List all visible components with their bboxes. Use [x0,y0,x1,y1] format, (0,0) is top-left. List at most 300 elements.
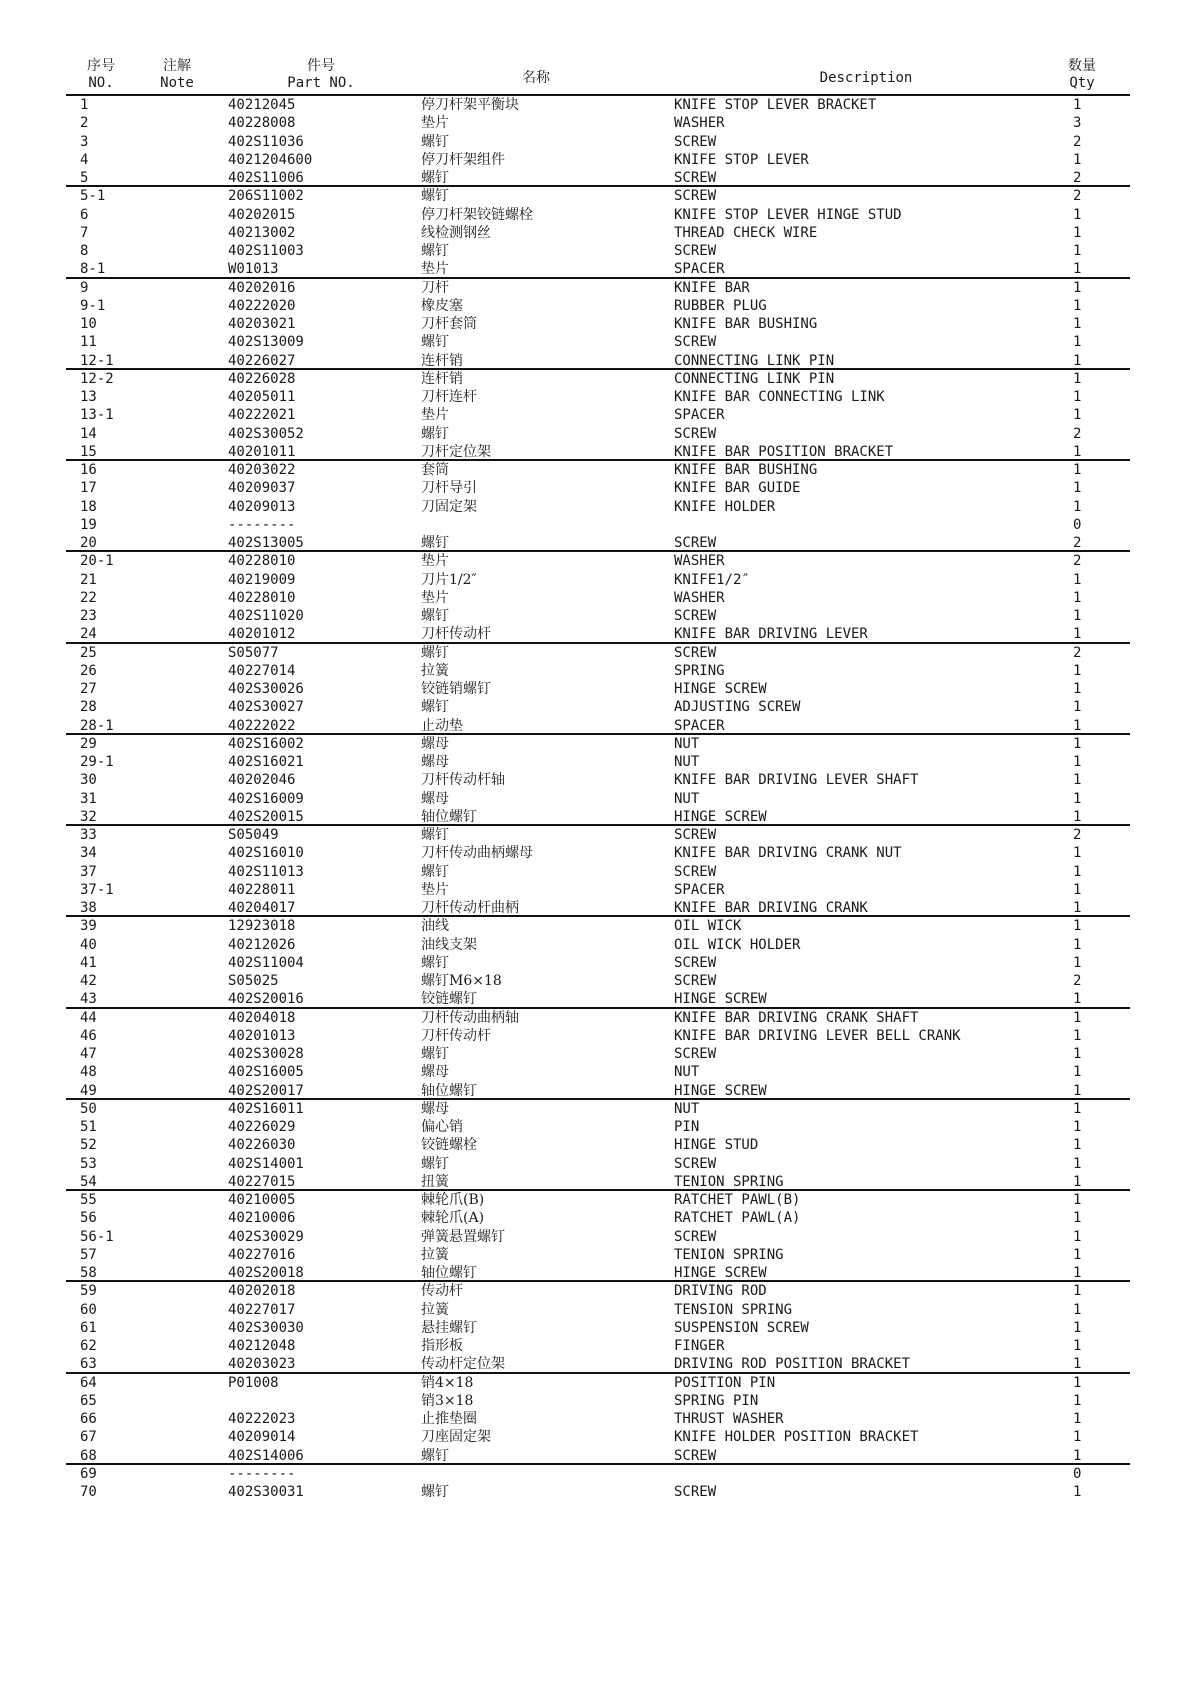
cell-desc: WASHER [674,553,725,570]
cell-name: 停刀杆架铰链螺栓 [421,206,533,223]
cell-desc: KNIFE BAR [674,279,750,296]
cell-no: 30 [80,772,97,789]
cell-desc: SCREW [674,827,717,843]
header-part-cn: 件号 [307,58,335,74]
cell-name: 停刀杆架平衡块 [421,97,519,113]
cell-no: 66 [80,1411,97,1427]
cell-desc: KNIFE BAR DRIVING CRANK NUT [674,845,902,862]
cell-no: 7 [80,224,89,241]
cell-qty: 1 [1073,462,1082,478]
cell-part: 40209014 [228,1429,296,1446]
cell-desc: KNIFE HOLDER [674,498,776,515]
cell-part: 402S11003 [228,243,304,259]
cell-part: 12923018 [228,918,296,935]
cell-name: 螺钉 [421,827,449,843]
cell-qty: 1 [1073,480,1082,497]
cell-desc: SPACER [674,881,725,898]
table-row [66,279,1130,297]
cell-name: 螺钉 [421,243,449,259]
cell-name: 悬挂螺钉 [421,1319,477,1336]
cell-desc: KNIFE BAR BUSHING [674,316,818,332]
table-row [66,1228,1130,1246]
table-row [66,1447,1130,1465]
table-row [66,753,1130,771]
cell-name: 刀杆传动杆 [421,1027,491,1044]
cell-qty: 1 [1073,1173,1082,1190]
table-row [66,607,1130,625]
cell-qty: 1 [1073,1100,1082,1117]
cell-desc: SCREW [674,608,717,624]
cell-desc: WASHER [674,115,725,132]
table-row [66,808,1130,826]
cell-desc: KNIFE BAR POSITION BRACKET [674,443,894,460]
cell-part: 402S16010 [228,845,304,862]
cell-name: 螺钉 [421,1447,449,1464]
cell-desc: RATCHET PAWL(B) [674,1192,801,1208]
cell-desc: SPRING [674,662,725,679]
cell-qty: 1 [1073,1484,1082,1500]
cell-desc: NUT [674,1100,700,1117]
cell-part: 40203021 [228,316,296,332]
cell-name: 螺母 [421,754,449,770]
cell-qty: 1 [1073,389,1082,405]
cell-qty: 1 [1073,1082,1082,1099]
cell-part: 40201011 [228,443,296,460]
cell-qty: 1 [1073,407,1082,424]
table-row [66,352,1130,370]
cell-name: 刀杆传动曲柄轴 [421,1009,519,1026]
cell-desc: SCREW [674,1046,717,1062]
cell-no: 22 [80,589,97,606]
cell-desc: SCREW [674,954,717,971]
cell-name: 拉簧 [421,1246,449,1263]
cell-no: 28-1 [80,717,114,734]
header-qty [1052,58,1112,94]
cell-desc: KNIFE STOP LEVER [674,151,809,168]
cell-no: 4 [80,151,89,168]
cell-no: 9 [80,279,89,296]
cell-desc: CONNECTING LINK PIN [674,370,835,387]
cell-no: 67 [80,1429,97,1446]
cell-qty: 1 [1073,1392,1082,1409]
cell-qty: 1 [1073,790,1082,807]
cell-qty: 2 [1073,644,1082,661]
cell-name: 螺钉 [421,644,449,661]
header-desc [806,60,926,96]
cell-qty: 2 [1073,170,1082,186]
cell-no: 52 [80,1137,97,1154]
cell-qty: 1 [1073,1265,1082,1281]
table-row [66,96,1130,114]
cell-no: 12-1 [80,352,114,369]
cell-part: 40227017 [228,1301,296,1318]
cell-qty: 1 [1073,334,1082,351]
cell-part: 40226027 [228,352,296,369]
table-row [66,1392,1130,1410]
cell-name: 指形板 [421,1338,463,1354]
table-row [66,917,1130,935]
cell-qty: 1 [1073,1283,1082,1300]
table-row [66,1155,1130,1173]
table-row [66,516,1130,534]
cell-qty: 1 [1073,316,1082,332]
table-row [66,625,1130,643]
table-row [66,1136,1130,1154]
cell-desc: KNIFE BAR DRIVING CRANK [674,900,868,916]
cell-name: 垫片 [421,115,449,132]
table-row [66,1118,1130,1136]
cell-name: 螺钉 [421,535,449,551]
cell-part: 40210005 [228,1192,296,1208]
cell-part: 402S20015 [228,808,304,825]
cell-qty: 1 [1073,443,1082,460]
cell-no: 40 [80,936,97,953]
cell-part: 402S20016 [228,991,304,1008]
cell-qty: 1 [1073,772,1082,789]
cell-name: 螺钉 [421,699,449,716]
table-row [66,1209,1130,1227]
cell-no: 57 [80,1246,97,1263]
cell-desc: NUT [674,790,700,807]
cell-no: 21 [80,571,97,588]
table-row [66,443,1130,461]
cell-no: 5 [80,170,89,186]
cell-part: 402S11006 [228,170,304,186]
cell-part: 402S14006 [228,1447,304,1464]
cell-part: 40222020 [228,297,296,314]
table-row [66,224,1130,242]
cell-desc: FINGER [674,1338,725,1354]
cell-qty: 1 [1073,1027,1082,1044]
table-row [66,1337,1130,1355]
cell-part: 40210006 [228,1210,296,1227]
cell-part: 40222022 [228,717,296,734]
cell-qty: 1 [1073,954,1082,971]
cell-qty: 1 [1073,735,1082,752]
cell-name: 棘轮爪(A) [421,1210,485,1227]
cell-no: 62 [80,1338,97,1354]
cell-name: 螺母 [421,790,449,807]
cell-desc: OIL WICK HOLDER [674,936,801,953]
cell-no: 23 [80,608,97,624]
cell-no: 50 [80,1100,97,1117]
cell-desc: ADJUSTING SCREW [674,699,801,716]
table-row [66,242,1130,260]
cell-name: 铰链销螺钉 [421,681,491,697]
cell-qty: 0 [1073,1465,1082,1482]
cell-no: 28 [80,699,97,716]
cell-part: 402S30027 [228,699,304,716]
cell-name: 弹簧悬置螺钉 [421,1228,505,1245]
cell-qty: 1 [1073,1210,1082,1227]
cell-qty: 1 [1073,1411,1082,1427]
cell-desc: KNIFE BAR GUIDE [674,480,801,497]
cell-desc: KNIFE BAR CONNECTING LINK [674,389,885,405]
cell-part: 40204017 [228,900,296,916]
cell-no: 20-1 [80,553,114,570]
table-row [66,1100,1130,1118]
cell-qty: 1 [1073,1356,1082,1373]
table-row [66,388,1130,406]
cell-part: 402S13009 [228,334,304,351]
cell-no: 12-2 [80,370,114,387]
cell-no: 65 [80,1392,97,1409]
cell-name: 拉簧 [421,662,449,679]
cell-qty: 1 [1073,754,1082,770]
cell-qty: 1 [1073,1246,1082,1263]
cell-part: 40228010 [228,589,296,606]
cell-desc: SCREW [674,973,717,989]
header-note-cn: 注解 [163,58,191,74]
cell-part: 402S16009 [228,790,304,807]
cell-qty: 1 [1073,1192,1082,1208]
cell-no: 31 [80,790,97,807]
cell-qty: 1 [1073,699,1082,716]
cell-no: 34 [80,845,97,862]
cell-part: 402S14001 [228,1155,304,1172]
cell-part: 402S30052 [228,425,304,442]
cell-part: 40202015 [228,206,296,223]
cell-no: 8 [80,243,89,259]
table-row [66,698,1130,716]
cell-part: 40204018 [228,1009,296,1026]
cell-qty: 1 [1073,717,1082,734]
table-row [66,972,1130,990]
cell-qty: 2 [1073,973,1082,989]
cell-part: 402S16011 [228,1100,304,1117]
cell-qty: 1 [1073,808,1082,825]
cell-name: 橡皮塞 [421,297,463,314]
cell-qty: 1 [1073,991,1082,1008]
cell-desc: SCREW [674,170,717,186]
cell-no: 37-1 [80,881,114,898]
table-row [66,936,1130,954]
cell-qty: 2 [1073,188,1082,205]
cell-part: 40227016 [228,1246,296,1263]
cell-part: 40203023 [228,1356,296,1373]
table-row [66,589,1130,607]
cell-desc: NUT [674,1064,700,1081]
table-row [66,717,1130,735]
table-row [66,1319,1130,1337]
table-row [66,844,1130,862]
cell-part: 40212026 [228,936,296,953]
cell-part: 40227015 [228,1173,296,1190]
table-row [66,826,1130,844]
cell-name: 扭簧 [421,1173,449,1190]
cell-no: 44 [80,1009,97,1026]
cell-name: 垫片 [421,881,449,898]
table-row [66,187,1130,205]
table-row [66,133,1130,151]
cell-qty: 3 [1073,115,1082,132]
cell-desc: KNIFE HOLDER POSITION BRACKET [674,1429,919,1446]
cell-part: 40205011 [228,389,296,405]
cell-qty: 1 [1073,845,1082,862]
cell-qty: 2 [1073,133,1082,150]
cell-no: 26 [80,662,97,679]
cell-desc: SCREW [674,863,717,880]
table-row [66,680,1130,698]
cell-part: 402S16005 [228,1064,304,1081]
cell-name: 垫片 [421,407,449,424]
cell-no: 15 [80,443,97,460]
cell-part: 402S16021 [228,754,304,770]
cell-name: 停刀杆架组件 [421,151,505,168]
table-row [66,169,1130,187]
header-part-en: Part NO. [287,75,355,91]
cell-desc: THRUST WASHER [674,1411,784,1427]
cell-no: 18 [80,498,97,515]
cell-name: 刀杆连杆 [421,389,477,405]
cell-desc: RUBBER PLUG [674,297,767,314]
cell-desc: SCREW [674,1155,717,1172]
cell-no: 43 [80,991,97,1008]
cell-name: 销3×18 [421,1392,474,1409]
cell-part: 40226029 [228,1119,296,1135]
cell-part: 40209013 [228,498,296,515]
cell-part: 402S13005 [228,535,304,551]
cell-name: 刀片1/2″ [421,571,477,588]
cell-qty: 1 [1073,681,1082,697]
table-row [66,990,1130,1008]
header-desc-en: Description [819,70,913,86]
cell-qty: 1 [1073,1429,1082,1446]
cell-name: 刀座固定架 [421,1429,491,1446]
cell-part: 402S30030 [228,1319,304,1336]
cell-name: 垫片 [421,589,449,606]
cell-qty: 1 [1073,151,1082,168]
cell-no: 60 [80,1301,97,1318]
cell-part: S05049 [228,827,279,843]
cell-part: -------- [228,1465,296,1482]
cell-no: 48 [80,1064,97,1081]
cell-no: 9-1 [80,297,106,314]
cell-name: 销4×18 [421,1374,474,1391]
cell-name: 偏心销 [421,1119,463,1135]
cell-no: 13-1 [80,407,114,424]
cell-name: 刀杆导引 [421,480,477,497]
table-row [66,425,1130,443]
cell-part: 402S30028 [228,1046,304,1062]
cell-qty: 1 [1073,571,1082,588]
cell-qty: 1 [1073,1447,1082,1464]
table-row [66,1063,1130,1081]
cell-qty: 1 [1073,97,1082,113]
cell-qty: 1 [1073,297,1082,314]
cell-part: 40226028 [228,370,296,387]
cell-no: 53 [80,1155,97,1172]
cell-desc: SPACER [674,407,725,424]
cell-qty: 2 [1073,535,1082,551]
cell-qty: 1 [1073,1228,1082,1245]
cell-desc: HINGE STUD [674,1137,759,1154]
cell-part: 402S30031 [228,1484,304,1500]
cell-no: 3 [80,133,89,150]
cell-no: 63 [80,1356,97,1373]
header-name [496,60,576,96]
header-qty-en: Qty [1069,75,1095,91]
header-no [66,58,136,94]
cell-qty: 1 [1073,662,1082,679]
cell-desc: HINGE SCREW [674,808,767,825]
cell-name: 油线 [421,918,449,935]
cell-desc: KNIFE BAR DRIVING LEVER [674,626,868,643]
cell-name: 螺钉 [421,334,449,351]
cell-no: 49 [80,1082,97,1099]
cell-desc: TENSION SPRING [674,1301,793,1318]
cell-qty: 0 [1073,516,1082,533]
table-row [66,1465,1130,1483]
table-row [66,151,1130,169]
cell-part: 402S11036 [228,133,304,150]
cell-name: 螺钉 [421,1484,449,1500]
cell-name: 垫片 [421,553,449,570]
cell-part: 40202046 [228,772,296,789]
cell-qty: 1 [1073,1374,1082,1391]
cell-desc: POSITION PIN [674,1374,776,1391]
cell-no: 70 [80,1484,97,1500]
cell-no: 47 [80,1046,97,1062]
cell-desc: OIL WICK [674,918,742,935]
table-row [66,954,1130,972]
table-row [66,881,1130,899]
cell-part: 40213002 [228,224,296,241]
cell-desc: SCREW [674,644,717,661]
table-row [66,461,1130,479]
cell-qty: 1 [1073,936,1082,953]
cell-desc: TENION SPRING [674,1173,784,1190]
cell-qty: 1 [1073,206,1082,223]
header-part [256,58,386,94]
cell-no: 38 [80,900,97,916]
cell-part: 40228011 [228,881,296,898]
cell-qty: 2 [1073,553,1082,570]
cell-desc: SCREW [674,334,717,351]
cell-part: 40203022 [228,462,296,478]
cell-name: 拉簧 [421,1301,449,1318]
cell-qty: 1 [1073,589,1082,606]
cell-desc: SPRING PIN [674,1392,759,1409]
cell-desc: NUT [674,735,700,752]
table-row [66,1282,1130,1300]
cell-desc: SCREW [674,425,717,442]
cell-qty: 1 [1073,352,1082,369]
table-row [66,790,1130,808]
table-row [66,1027,1130,1045]
cell-desc: TENION SPRING [674,1246,784,1263]
cell-part: 402S11004 [228,954,304,971]
cell-name: 螺钉 [421,188,449,205]
cell-desc: KNIFE STOP LEVER BRACKET [674,97,877,113]
cell-part: 40219009 [228,571,296,588]
table-row [66,1191,1130,1209]
cell-no: 20 [80,535,97,551]
cell-qty: 1 [1073,900,1082,916]
cell-desc: WASHER [674,589,725,606]
table-row [66,206,1130,224]
cell-no: 58 [80,1265,97,1281]
cell-part: 402S16002 [228,735,304,752]
cell-part: 40201013 [228,1027,296,1044]
table-row [66,735,1130,753]
cell-desc: THREAD CHECK WIRE [674,224,818,241]
table-row [66,863,1130,881]
cell-name: 套筒 [421,462,449,478]
table-row [66,644,1130,662]
table-row [66,315,1130,333]
cell-part: 206S11002 [228,188,304,205]
